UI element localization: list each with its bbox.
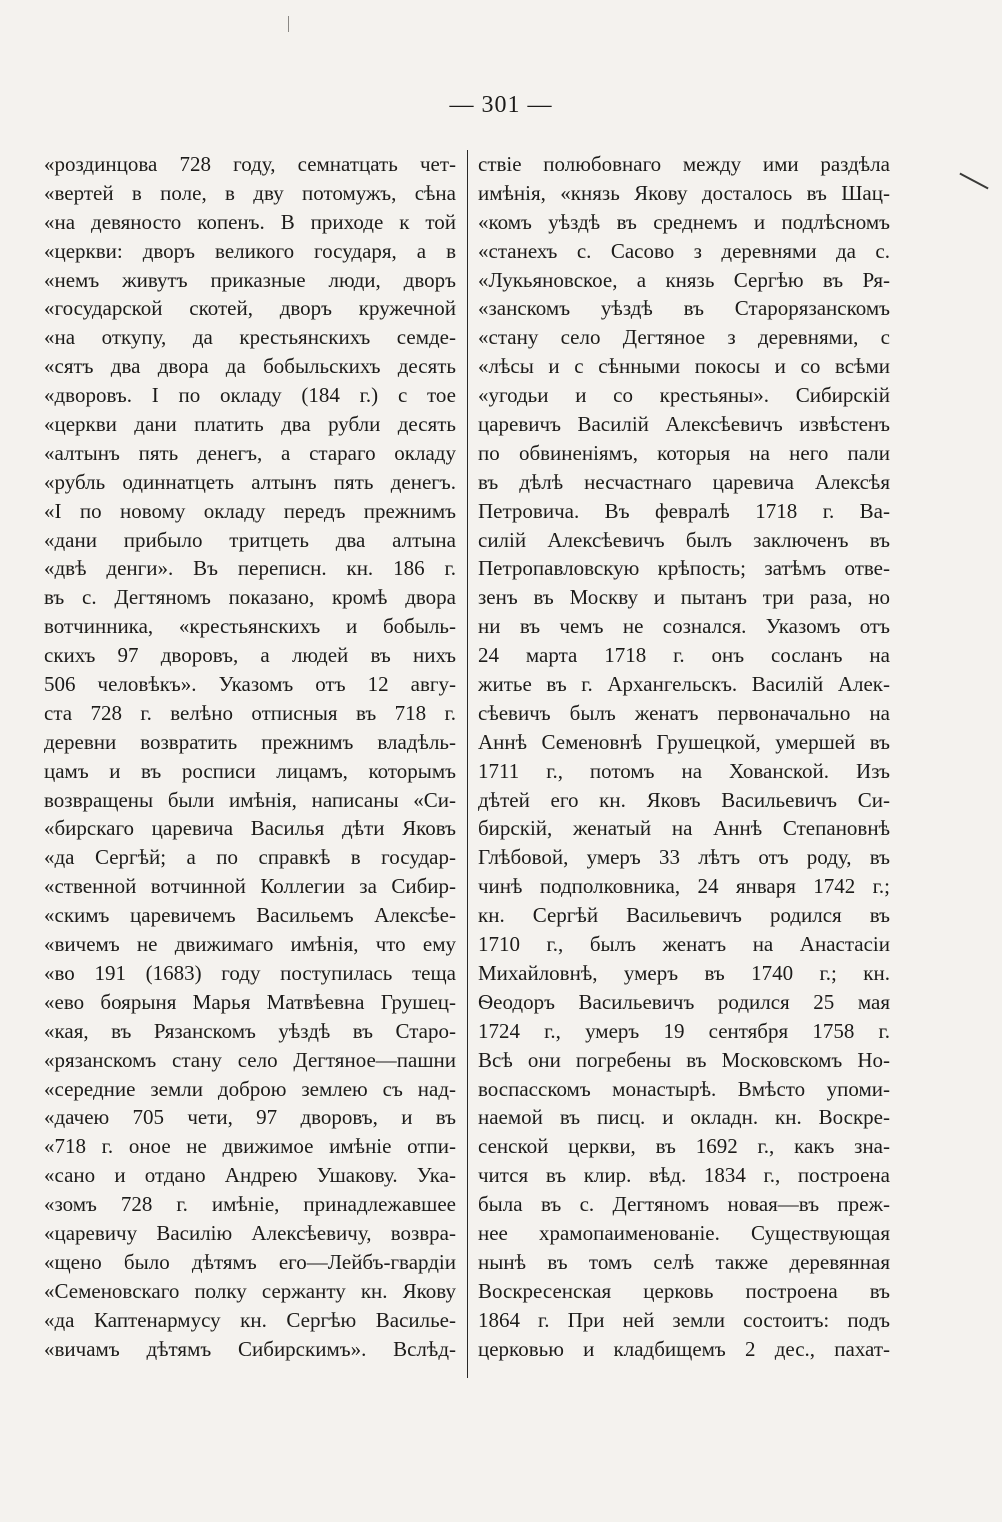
text-line: Аннѣ Семеновнѣ Грушецкой, умершей въ bbox=[478, 729, 890, 754]
text-line: «церкви: дворъ великого государя, а в bbox=[44, 238, 456, 263]
text-line: «I по новому окладу передъ прежнимъ bbox=[44, 498, 456, 523]
text-line: наемой въ писц. и окладн. кн. Воскре- bbox=[478, 1105, 890, 1130]
text-line: нынѣ въ томъ селѣ также деревянная bbox=[478, 1249, 890, 1274]
text-line: 506 человѣкъ». Указомъ отъ 12 авгу- bbox=[44, 672, 456, 697]
text-line: «кая, въ Рязанскомъ уѣздѣ въ Старо- bbox=[44, 1018, 456, 1043]
page-number: — 301 — bbox=[449, 92, 553, 118]
text-line: «алтынъ пять денегъ, а стараго окладу bbox=[44, 440, 456, 465]
text-line: «царевичу Василію Алексѣевичу, возвра- bbox=[44, 1220, 456, 1245]
text-line: «комъ уѣздѣ въ среднемъ и подлѣсномъ bbox=[478, 209, 890, 234]
text-line: царевичъ Василій Алексѣевичъ извѣстенъ bbox=[478, 412, 890, 437]
text-line: воспасскомъ монастырѣ. Вмѣсто упоми- bbox=[478, 1076, 890, 1101]
text-line: «роздинцова 728 году, семнатцать чет- bbox=[44, 152, 456, 176]
text-line: въ с. Дегтяномъ показано, кромѣ двора bbox=[44, 585, 456, 610]
text-line: Ѳеодоръ Васильевичъ родился 25 мая bbox=[478, 989, 890, 1014]
text-line: «вичемъ не движимаго имѣнія, что ему bbox=[44, 932, 456, 957]
text-line: «лѣсы и с сѣнными покосы и со всѣми bbox=[478, 354, 890, 379]
text-line: «угодьи и со крестьяны». Сибирскій bbox=[478, 383, 890, 408]
text-line: сѣевичъ былъ женатъ первоначально на bbox=[478, 700, 890, 725]
text-line: «Лукьяновское, а князь Сергѣю въ Ря- bbox=[478, 267, 890, 292]
text-line: «на девяносто копенъ. В приходе к той bbox=[44, 209, 456, 234]
text-line: «немъ живутъ приказные люди, дворъ bbox=[44, 267, 456, 292]
text-line: «государской скотей, дворъ кружечной bbox=[44, 296, 456, 321]
text-line: «рубль одиннатцеть алтынъ пять денегъ. bbox=[44, 469, 456, 494]
text-line: «бирскаго царевича Василья дѣти Яковъ bbox=[44, 816, 456, 841]
text-line: ствіе полюбовнаго между ими раздѣла bbox=[478, 152, 890, 176]
text-line: 1864 г. При ней земли состоитъ: подъ bbox=[478, 1307, 890, 1332]
text-line: «зомъ 728 г. имѣніе, принадлежавшее bbox=[44, 1192, 456, 1217]
column-divider bbox=[467, 150, 468, 1378]
text-line: «718 г. оное не движимое имѣніе отпи- bbox=[44, 1134, 456, 1159]
text-line: «скимъ царевичемъ Васильемъ Алексѣе- bbox=[44, 903, 456, 928]
text-line: «ево боярыня Марья Матвѣевна Грушец- bbox=[44, 989, 456, 1014]
text-line: «Семеновскаго полку сержанту кн. Якову bbox=[44, 1278, 456, 1303]
text-line: кн. Сергѣй Васильевичъ родился въ bbox=[478, 903, 890, 928]
text-line: «занскомъ уѣздѣ въ Старорязанскомъ bbox=[478, 296, 890, 321]
text-line: «дворовъ. I по окладу (184 г.) с тое bbox=[44, 383, 456, 408]
text-line: церковью и кладбищемъ 2 дес., пахат- bbox=[478, 1336, 890, 1361]
right-column bbox=[478, 150, 890, 1363]
text-line: «станехъ с. Сасово з деревнями да с. bbox=[478, 238, 890, 263]
text-line: бирскій, женатый на Аннѣ Степановнѣ bbox=[478, 816, 890, 841]
text-line: «да Сергѣй; а по справкѣ в государ- bbox=[44, 845, 456, 870]
margin-mark bbox=[959, 173, 988, 190]
text-line: силій Алексѣевичъ былъ заключенъ въ bbox=[478, 527, 890, 552]
text-line: Михайловнѣ, умеръ въ 1740 г.; кн. bbox=[478, 960, 890, 985]
text-line: «на откупу, да крестьянскихъ семде- bbox=[44, 325, 456, 350]
text-line: 24 марта 1718 г. онъ сосланъ на bbox=[478, 643, 890, 668]
text-line: «церкви дани платить два рубли десять bbox=[44, 412, 456, 437]
text-line: вотчинника, «крестьянскихъ и бобыль- bbox=[44, 614, 456, 639]
text-line: житье въ г. Архангельскъ. Василій Алек- bbox=[478, 672, 890, 697]
text-line: чинѣ подполковника, 24 января 1742 г.; bbox=[478, 874, 890, 899]
text-line: «двѣ денги». Въ переписн. кн. 186 г. bbox=[44, 556, 456, 581]
text-line: возвращены были имѣнія, написаны «Си- bbox=[44, 787, 456, 812]
text-line: скихъ 97 дворовъ, а людей въ нихъ bbox=[44, 643, 456, 668]
text-line: въ дѣлѣ несчастнаго царевича Алексѣя bbox=[478, 469, 890, 494]
text-line: была въ с. Дегтяномъ новая—въ преж- bbox=[478, 1192, 890, 1217]
text-line: дѣтей его кн. Яковъ Васильевичъ Си- bbox=[478, 787, 890, 812]
left-column bbox=[44, 150, 456, 1363]
text-line: ни въ чемъ не сознался. Указомъ отъ bbox=[478, 614, 890, 639]
text-line: Петровича. Въ февралѣ 1718 г. Ва- bbox=[478, 498, 890, 523]
text-line: зенъ въ Москву и пытанъ три раза, но bbox=[478, 585, 890, 610]
text-line: Петропавловскую крѣпость; затѣмъ отве- bbox=[478, 556, 890, 581]
text-line: по обвиненіямъ, которыя на него пали bbox=[478, 440, 890, 465]
text-line: «дачею 705 чети, 97 дворовъ, и въ bbox=[44, 1105, 456, 1130]
scan-mark bbox=[288, 16, 289, 32]
text-line: Воскресенская церковь построена въ bbox=[478, 1278, 890, 1303]
text-line: «во 191 (1683) году поступилась теща bbox=[44, 960, 456, 985]
text-line: «рязанскомъ стану село Дегтяное—пашни bbox=[44, 1047, 456, 1072]
text-line: нее храмопаименованіе. Существующая bbox=[478, 1220, 890, 1245]
text-line: деревни возвратить прежнимъ владѣль- bbox=[44, 729, 456, 754]
text-line: имѣнія, «князь Якову досталось въ Шац- bbox=[478, 180, 890, 205]
text-line: 1710 г., былъ женатъ на Анастасіи bbox=[478, 932, 890, 957]
text-line: «дани прибыло тритцеть два алтына bbox=[44, 527, 456, 552]
text-line: «ственной вотчинной Коллегии за Сибир- bbox=[44, 874, 456, 899]
text-line: ста 728 г. велѣно отписныя въ 718 г. bbox=[44, 700, 456, 725]
text-line: сенской церкви, въ 1692 г., какъ зна- bbox=[478, 1134, 890, 1159]
text-line: чится въ клир. вѣд. 1834 г., построена bbox=[478, 1163, 890, 1188]
text-line: «стану село Дегтяное з деревнями, с bbox=[478, 325, 890, 350]
text-line: 1724 г., умеръ 19 сентября 1758 г. bbox=[478, 1018, 890, 1043]
text-line: 1711 г., потомъ на Хованской. Изъ bbox=[478, 758, 890, 783]
text-line: «сано и отдано Андрею Ушакову. Ука- bbox=[44, 1163, 456, 1188]
text-line: Всѣ они погребены въ Московскомъ Но- bbox=[478, 1047, 890, 1072]
text-line: «вертей в поле, в дву потомужъ, сѣна bbox=[44, 180, 456, 205]
text-line: «сятъ два двора да бобыльскихъ десять bbox=[44, 354, 456, 379]
text-line: «середние земли доброю землею съ над- bbox=[44, 1076, 456, 1101]
text-line: «вичамъ дѣтямъ Сибирскимъ». Вслѣд- bbox=[44, 1336, 456, 1361]
text-line: цамъ и въ росписи лицамъ, которымъ bbox=[44, 758, 456, 783]
text-line: «да Каптенармусу кн. Сергѣю Василье- bbox=[44, 1307, 456, 1332]
text-line: Глѣбовой, умеръ 33 лѣтъ отъ роду, въ bbox=[478, 845, 890, 870]
text-line: «щено было дѣтямъ его—Лейбъ-гвардіи bbox=[44, 1249, 456, 1274]
